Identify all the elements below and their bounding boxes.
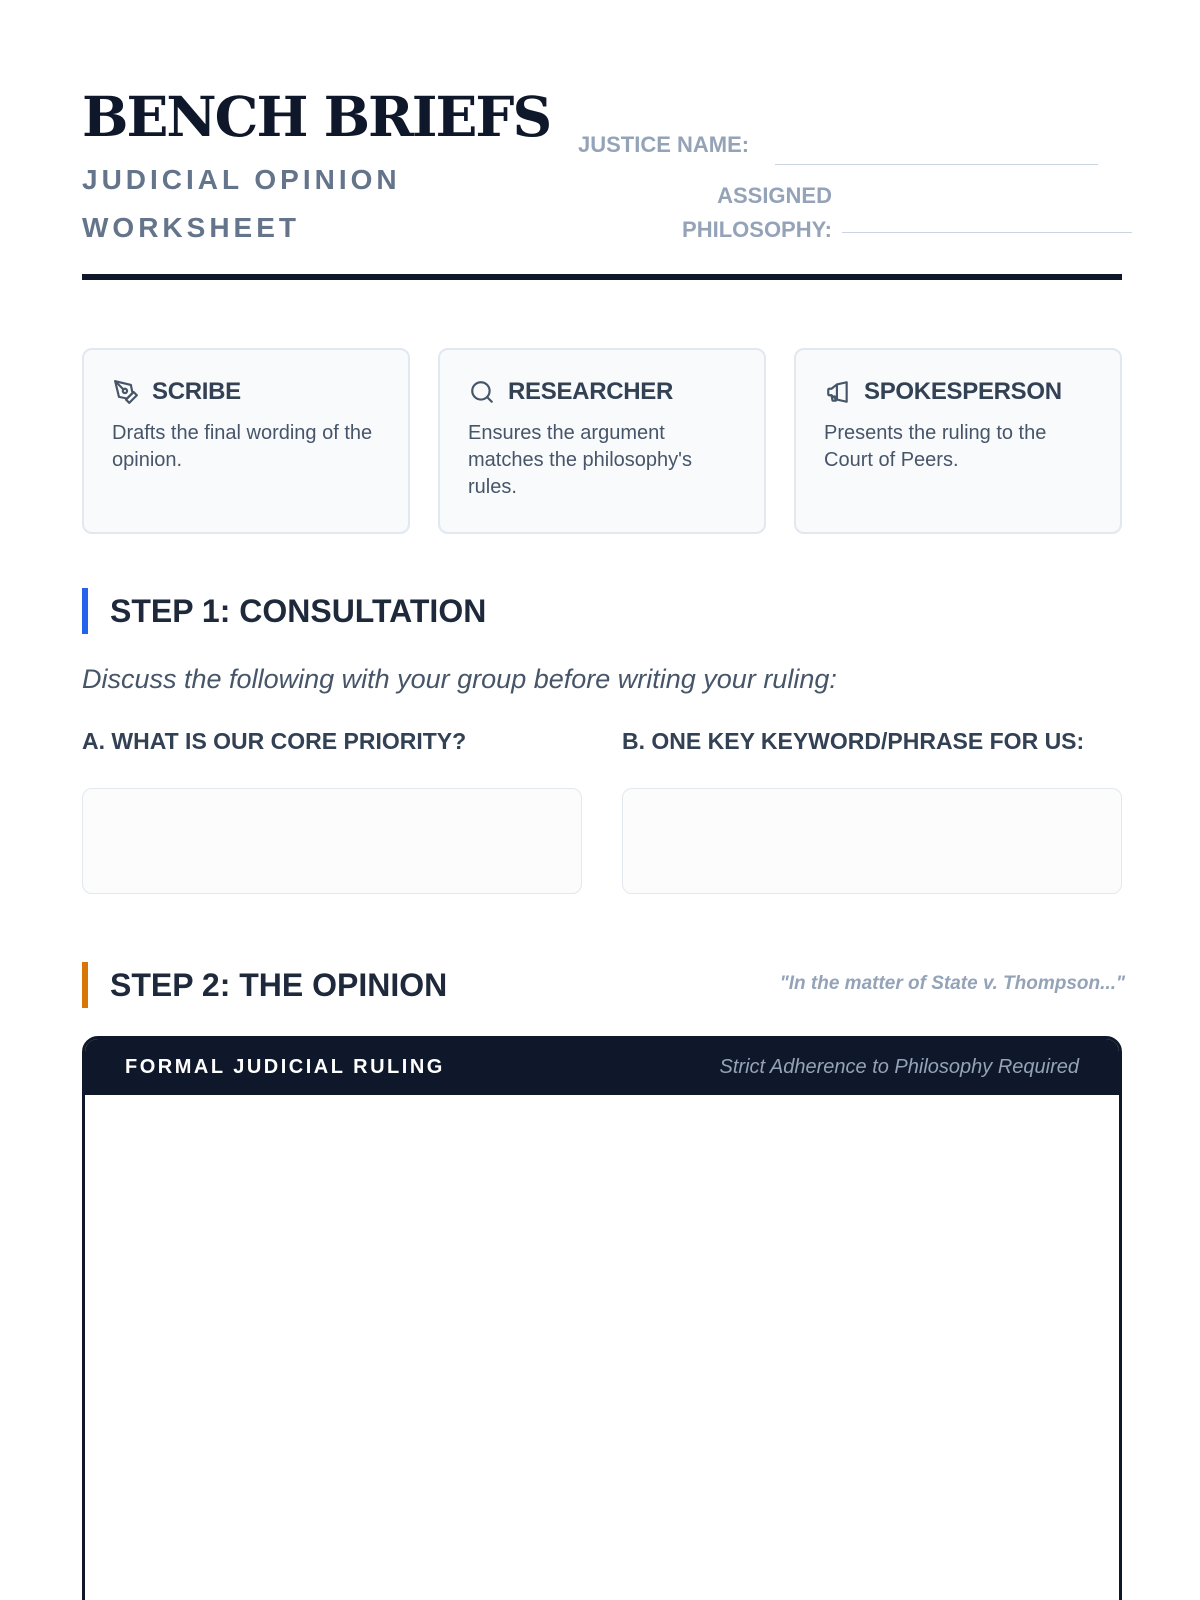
- step2-accent-bar: [82, 962, 88, 1008]
- worksheet-header: [82, 82, 1132, 282]
- search-icon: [468, 378, 496, 406]
- step1-accent-bar: [82, 588, 88, 634]
- megaphone-icon: [824, 378, 852, 406]
- ruling-header-bar: [85, 1039, 1119, 1095]
- question-b-label: B. ONE KEY KEYWORD/PHRASE FOR US:: [622, 728, 1085, 754]
- assigned-philosophy-label: ASSIGNED PHILOSOPHY:: [682, 183, 832, 242]
- role-description: Presents the ruling to the Court of Peers.: [824, 422, 1047, 471]
- worksheet-subtitle: JUDICIAL OPINION WORKSHEET: [82, 164, 401, 243]
- worksheet-title: BENCH BRIEFS: [82, 84, 551, 149]
- role-card-spokesperson: [794, 348, 1122, 534]
- step2-heading: [82, 962, 447, 1008]
- role-description: Ensures the argument matches the philosophy's rules.: [468, 422, 692, 498]
- ruling-writing-area[interactable]: [85, 1095, 1119, 1600]
- step1-title: STEP 1: CONSULTATION: [110, 592, 487, 629]
- role-title: SCRIBE: [152, 378, 241, 405]
- ruling-note: Strict Adherence to Philosophy Required: [719, 1055, 1079, 1078]
- roles-row: [82, 348, 1122, 534]
- justice-name-label: JUSTICE NAME:: [578, 132, 750, 157]
- role-title: RESEARCHER: [508, 378, 674, 405]
- step1-instructions: Discuss the following with your group before writing your ruling:: [82, 664, 837, 694]
- justice-name-field[interactable]: [775, 164, 1098, 165]
- question-a-label: A. WHAT IS OUR CORE PRIORITY?: [82, 728, 467, 754]
- header-divider: [82, 274, 1122, 280]
- core-priority-answer-box[interactable]: [82, 788, 582, 894]
- pen-icon: [112, 378, 140, 406]
- case-quote: "In the matter of State v. Thompson...": [779, 973, 1125, 994]
- step1-heading: [82, 588, 486, 634]
- formal-ruling-panel: [82, 1036, 1122, 1600]
- key-phrase-answer-box[interactable]: [622, 788, 1122, 894]
- assigned-philosophy-field[interactable]: [842, 232, 1132, 233]
- ruling-title: FORMAL JUDICIAL RULING: [125, 1055, 445, 1078]
- role-card-researcher: [438, 348, 766, 534]
- step2-title: STEP 2: THE OPINION: [110, 966, 448, 1003]
- role-card-scribe: [82, 348, 410, 534]
- role-title: SPOKESPERSON: [864, 378, 1062, 405]
- role-description: Drafts the final wording of the opinion.: [112, 422, 373, 471]
